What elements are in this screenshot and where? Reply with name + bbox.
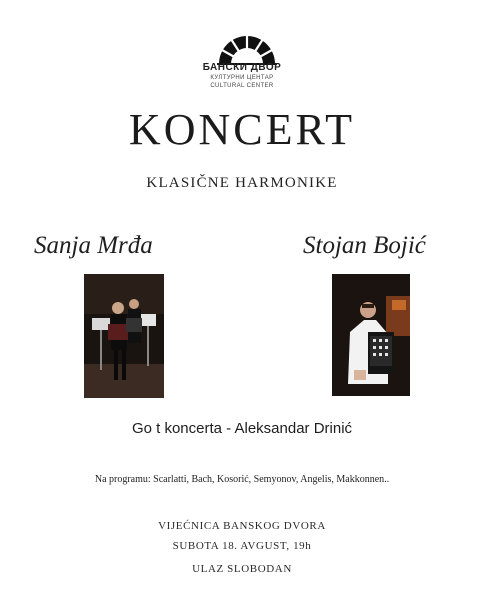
banski-dvor-logo-icon xyxy=(213,26,281,66)
performer-photo-right xyxy=(332,274,410,396)
program-list: Na programu: Scarlatti, Bach, Kosorić, Semyonov, Angelis, Makkonnen.. xyxy=(94,474,390,485)
event-entry: ULAZ SLOBODAN xyxy=(192,563,292,575)
logo-subtitle-cyrillic: КУЛТУРНИ ЦЕНТАР xyxy=(210,75,274,81)
event-venue: VIJEĆNICA BANSKOG DVORA xyxy=(158,520,326,532)
poster-subtitle: KLASIČNE HARMONIKE xyxy=(146,175,338,191)
logo-name: БАНСКИ ДВОР xyxy=(202,62,282,73)
event-date: SUBOTA 18. AVGUST, 19h xyxy=(172,540,312,552)
performer-name-left: Sanja Mrđa xyxy=(34,232,153,259)
logo-subtitle-latin: CULTURAL CENTER xyxy=(210,83,274,89)
poster-title: KONCERT xyxy=(128,105,356,154)
performer-name-right: Stojan Bojić xyxy=(303,232,426,259)
performer-photo-left xyxy=(84,274,164,398)
guest-performer: Go t koncerta - Aleksandar Drinić xyxy=(131,420,353,437)
